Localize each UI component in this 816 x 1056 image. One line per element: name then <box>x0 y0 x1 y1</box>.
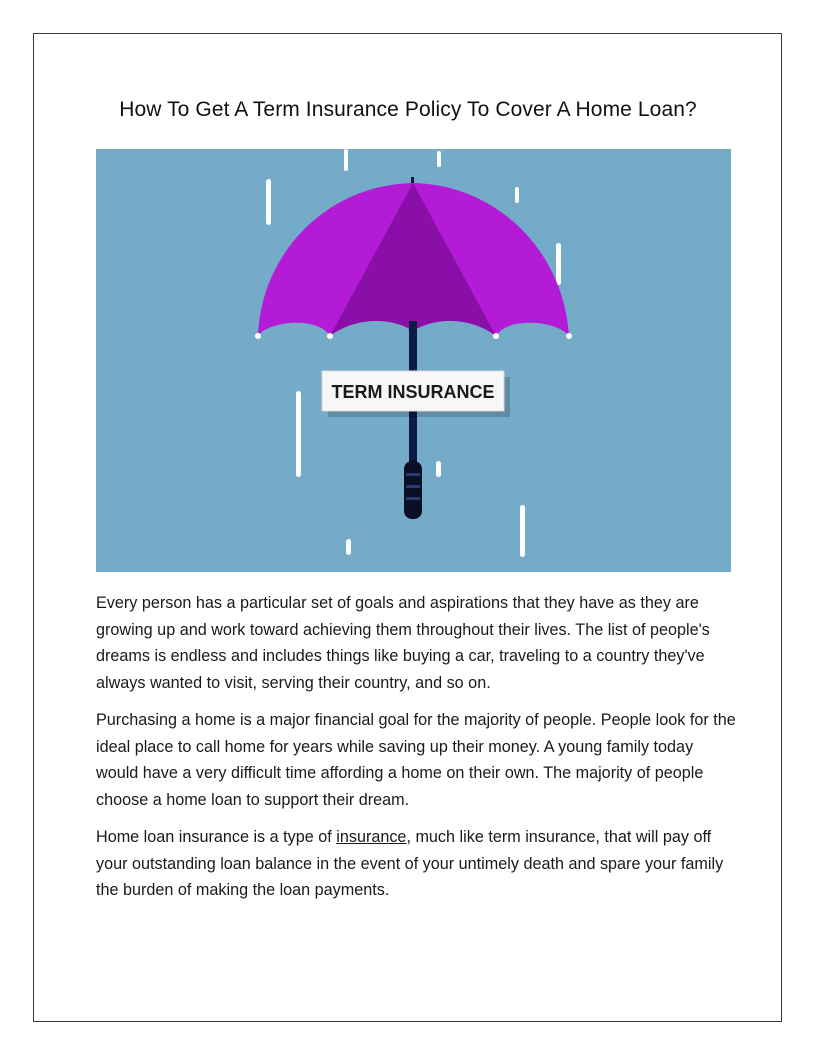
paragraph-3 <box>96 824 736 904</box>
rain-drop <box>437 151 441 167</box>
umbrella-icon <box>255 177 572 519</box>
hero-image <box>96 149 731 572</box>
rain-drop <box>266 179 271 225</box>
article-body <box>96 590 736 915</box>
page-title: How To Get A Term Insurance Policy To Cover A Home Loan? <box>119 98 697 121</box>
term-insurance-text: TERM INSURANCE <box>331 382 495 402</box>
rain-drop <box>346 539 351 555</box>
rain-drop <box>520 505 525 557</box>
umbrella-illustration <box>96 149 731 572</box>
rain-drop <box>296 391 301 477</box>
paragraph-2: Purchasing a home is a major financial goal for the majority of people. People look for the ideal place to call home for years while saving up their money. A young family today would have a very difficult time affording a home on their own. The majority of people choose a home loan to support their dream. <box>96 711 736 809</box>
insurance-link[interactable]: insurance <box>336 828 407 846</box>
rain-drop <box>344 149 348 171</box>
paragraph-3-lead: Home loan insurance is a type of <box>96 828 337 846</box>
paragraph-3-tail: , much like term insurance, that will pay off your outstanding loan balance in the event of your untimely death and spare your family the burden of making the loan payments. <box>96 828 724 899</box>
rain-drop <box>556 243 561 285</box>
rain-drop <box>436 461 441 477</box>
paragraph-1: Every person has a particular set of goals and aspirations that they have as they are growing up and work toward achieving them throughout their lives. The list of people's dreams is endless and includes things like buying a car, traveling to a country they've always wanted to visit, serving their country, and so on. <box>96 594 710 692</box>
term-insurance-label <box>322 371 510 417</box>
rain-drop <box>515 187 519 203</box>
